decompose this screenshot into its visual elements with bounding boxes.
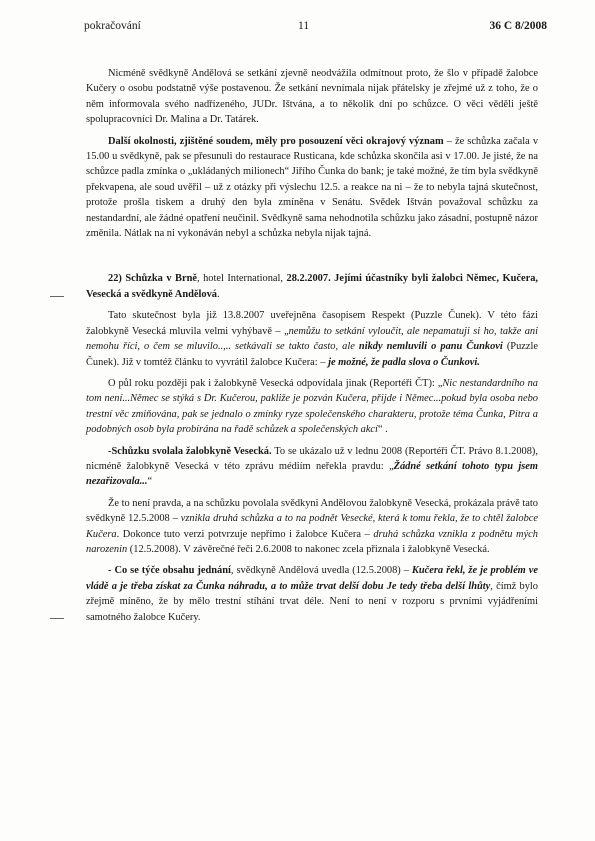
text-run: , svědkyně Andělová uvedla (12.5.2008) –	[230, 565, 412, 577]
text-run: Další okolnosti, zjištěné soudem, měly pro posouzení věci okrajový význam	[108, 135, 444, 147]
text-run: nemůžu to setkání vyloučit, ale nepamatuji si ho, takže ani nemohu říci, o čem se mluvilo..,.. setkávali se takto často, ale	[86, 325, 538, 353]
text-run: “	[147, 476, 153, 488]
text-run: Žádné setkání tohoto typu jsem nezařizovala...	[86, 460, 538, 488]
text-run: O půl roku později pak i žalobkyně Vesecká odpovídala jinak (Reportéři ČT): „	[108, 377, 443, 389]
paragraph	[86, 444, 538, 490]
document-body	[86, 66, 538, 625]
text-run: .	[216, 288, 220, 300]
paragraph	[86, 308, 538, 370]
text-run: (Puzzle Čunek). Již v tomtéž článku to vyvrátil žalobce Kučera: –	[86, 341, 538, 368]
paragraph	[86, 376, 538, 438]
text-run: 28.2.2007. Jejími účastníky byli žalobci Němec, Kučera, Vesecká a svědkyně Andělová	[86, 273, 538, 300]
paragraph	[86, 134, 538, 242]
margin-mark	[50, 296, 64, 297]
text-run: nikdy nemluvili o panu Čunkovi	[358, 341, 503, 353]
text-run: Že to není pravda, a na schůzku povolala svědkyni Andělovou žalobkyně Vesecká, prokázala právě tato svědkyně 12.5.2008 –	[86, 497, 538, 525]
text-run: , hotel International,	[196, 273, 287, 285]
text-run: 22) Schůzka v Brně	[108, 273, 197, 285]
text-run: . Dokonce tuto verzi potvrzuje nepřímo i žalobce Kučera –	[116, 528, 374, 540]
section-heading-paragraph	[86, 271, 538, 302]
text-run: To se ukázalo už v lednu 2008 (Reportéři ČT. Právo 8.1.2008), nicméně žalobkyně Vesecká v této zprávu médiím neřekla pravdu: „	[86, 445, 538, 472]
text-run: je možné, že padla slova o Čunkovi.	[328, 356, 480, 368]
paragraph	[86, 563, 538, 625]
text-run: druhá schůzka vznikla z podnětu mých narozenin	[86, 528, 538, 555]
text-run: , čímž bylo zřejmě míněno, že by mělo trestní stíhání trvat déle. Není to není v rozporu s prvními vyjádřeními samotného žalobce Kučery.	[86, 580, 538, 623]
text-run: vznikla druhá schůzka a to na podnět Vesecké, která k tomu řekla, že to chtěl žalobce Kučera	[86, 513, 538, 540]
text-run: – že schůzka začala v 15.00 u svědkyně, pak se přesunuli do restaurace Rusticana, kde schůzka skončila asi v 17.00. Je jisté, že na schůzce padla zmínka o „ukládaných milionech“ Jiřího Čunka do bank; je také možné, že tím byla svědkyně překvapena, ale soud uvěřil – už z otázky při výslechu 12.5. a reakce na ni – že to nebyla tajná skutečnost, protože prošla tiskem a druhý den byla zmíněna v Senátu. Svědek Ištván považoval schůzku za nestandardní, ale žádné opatření neučinil. Svědkyně sama nehodnotila schůzku jako zásadní, postupně názor změnila. Nátlak na ni vykonáván nebyl a schůzka nebyla nijak tajná.	[86, 135, 539, 240]
text-run: Nicméně svědkyně Andělová se setkání zjevně neodvážila odmítnout proto, že šlo v případě žalobce Kučery o osobu podstatně výše postavenou. Že setkání nevnímala nijak přátelsky je zřejmé už z toho, že o něm informovala svého nadřízeného, JUDr. Ištvána, a to několik dní po schůzce. O věci věděli ještě spolupracovníci Dr. Malina a Dr. Tatárek.	[86, 68, 538, 126]
text-run: Nic nestandardního na tom není...Němec se stýká s Dr. Kučerou, pakliže je pozván Kučera, přijde i Němec...pokud byla osoba nebo trestní věc zmiňována, pak se jednalo o zmínky ryze společenského charakteru, protože téma Čunka, Pitra a podobných osob byla probírána na řadě schůzek a společenských akcí	[86, 377, 538, 436]
text-run: Kučera řekl, že je problém ve vládě a je třeba získat za Čunka náhradu, a to může trvat delší dobu Je tedy třeba delší lhůty	[86, 565, 538, 592]
continuation-label: pokračování	[84, 20, 141, 32]
paragraph	[86, 496, 538, 558]
case-number: 36 C 8/2008	[489, 20, 547, 32]
text-run: (12.5.2008). V závěrečné řeči 2.6.2008 to nakonec zcela přiznala i žalobkyně Vesecká.	[127, 543, 490, 555]
text-run: Tato skutečnost byla již 13.8.2007 uveřejněna časopisem Respekt (Puzzle Čunek). V této fázi žalobkyně Vesecká mluvila velmi vyhýbavě – „	[86, 310, 538, 337]
text-run: -Schůzku svolala žalobkyně Vesecká.	[108, 445, 272, 457]
paragraph	[86, 66, 538, 128]
text-run: “ .	[377, 424, 388, 436]
text-run: - Co se týče obsahu jednání	[108, 565, 231, 577]
page-number: 11	[298, 20, 310, 32]
margin-mark	[50, 618, 64, 619]
